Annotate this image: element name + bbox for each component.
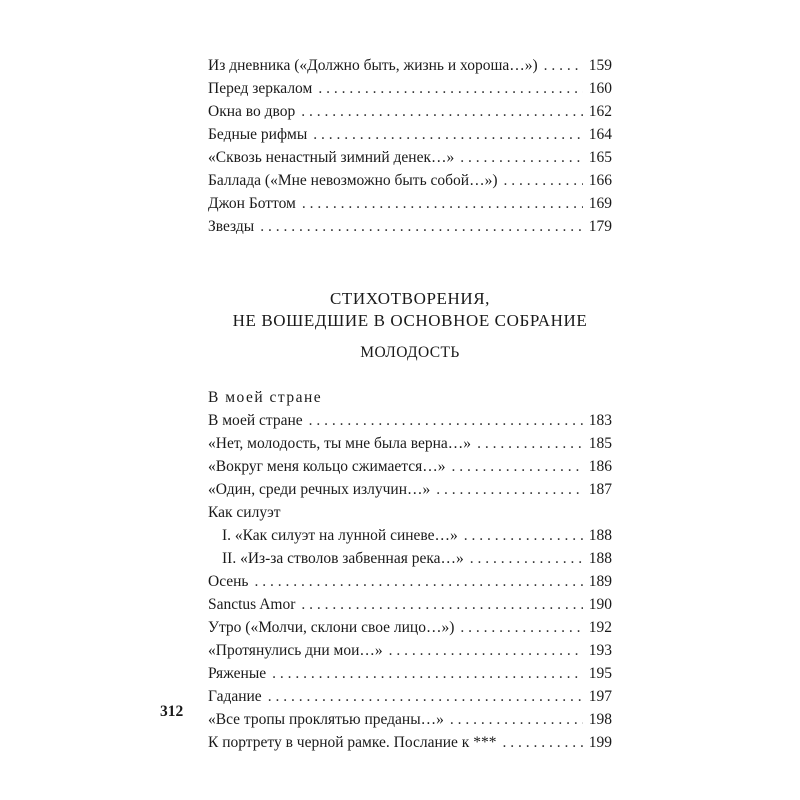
toc-entry-title: В моей стране [208, 389, 323, 406]
toc-entry [208, 593, 612, 616]
dot-leader [460, 146, 583, 169]
dot-leader [451, 455, 582, 478]
dot-leader [272, 662, 583, 685]
toc-entry [208, 169, 612, 192]
toc-group-heading [208, 501, 612, 524]
toc-bottom-list [208, 386, 612, 754]
toc-entry-page: 162 [588, 103, 612, 120]
toc-entry-page: 166 [588, 172, 612, 189]
dot-leader [318, 77, 582, 100]
toc-top-list [208, 54, 612, 238]
toc-entry [208, 123, 612, 146]
dot-leader [450, 708, 583, 731]
toc-entry [208, 547, 612, 570]
toc-entry-title: Звезды [208, 218, 255, 235]
dot-leader [502, 731, 582, 754]
dot-leader [301, 593, 582, 616]
toc-group-heading [208, 386, 612, 409]
toc-entry-title: Окна во двор [208, 103, 296, 120]
toc-entry-title: Утро («Молчи, склони свое лицо…») [208, 619, 455, 636]
page-number: 312 [160, 703, 184, 720]
toc-entry-page: 198 [588, 711, 612, 728]
toc-entry-page: 199 [588, 734, 612, 751]
toc-entry-title: В моей стране [208, 412, 303, 429]
dot-leader [389, 639, 583, 662]
toc-entry-page: 185 [588, 435, 612, 452]
toc-entry-title: Баллада («Мне невозможно быть собой…») [208, 172, 498, 189]
dot-leader [302, 192, 583, 215]
toc-entry-page: 159 [588, 57, 612, 74]
toc-entry-title: «Нет, молодость, ты мне была верна…» [208, 435, 472, 452]
toc-entry [208, 708, 612, 731]
toc-entry-page: 193 [588, 642, 612, 659]
toc-entry-title: «Все тропы проклятью преданы…» [208, 711, 444, 728]
toc-entry-title: «Один, среди речных излучин…» [208, 481, 431, 498]
toc-entry-title: Sanctus Amor [208, 596, 296, 613]
toc-entry [208, 616, 612, 639]
toc-entry [208, 77, 612, 100]
toc-entry [208, 192, 612, 215]
toc-entry-title: «Вокруг меня кольцо сжимается…» [208, 458, 446, 475]
toc-entry-title: «Сквозь ненастный зимний денек…» [208, 149, 455, 166]
toc-entry-page: 179 [588, 218, 612, 235]
toc-entry-title: Гадание [208, 688, 262, 705]
toc-entry [208, 639, 612, 662]
dot-leader [255, 570, 583, 593]
dot-leader [460, 616, 582, 639]
toc-entry-title: Как силуэт [208, 504, 281, 521]
toc-entry [208, 215, 612, 238]
dot-leader [301, 100, 583, 123]
toc-entry-page: 197 [588, 688, 612, 705]
toc-entry-title: К портрету в черной рамке. Послание к *** [208, 734, 497, 751]
section-title-line-2: НЕ ВОШЕДШИЕ В ОСНОВНОЕ СОБРАНИЕ [232, 311, 588, 330]
toc-entry [208, 100, 612, 123]
toc-entry-title: Перед зеркалом [208, 80, 313, 97]
toc-entry-title: I. «Как силуэт на лунной синеве…» [222, 527, 458, 544]
dot-leader [436, 478, 583, 501]
toc-entry-page: 188 [588, 550, 612, 567]
toc-entry [208, 455, 612, 478]
toc-entry [208, 478, 612, 501]
toc-entry-title: Ряженые [208, 665, 267, 682]
toc-entry-title: Осень [208, 573, 249, 590]
toc-entry-page: 164 [588, 126, 612, 143]
toc-entry-page: 188 [588, 527, 612, 544]
toc-entry-page: 169 [588, 195, 612, 212]
toc-entry-title: Из дневника («Должно быть, жизнь и хороша…») [208, 57, 538, 74]
toc-entry [208, 432, 612, 455]
toc-entry-page: 183 [588, 412, 612, 429]
toc-entry [208, 54, 612, 77]
toc-entry [208, 409, 612, 432]
toc-entry [208, 662, 612, 685]
dot-leader [477, 432, 583, 455]
dot-leader [503, 169, 582, 192]
toc-entry-page: 160 [588, 80, 612, 97]
toc-entry [208, 570, 612, 593]
section-title-line-1: СТИХОТВОРЕНИЯ, [329, 289, 491, 308]
toc-entry-page: 187 [588, 481, 612, 498]
toc-entry-page: 192 [588, 619, 612, 636]
toc-entry-page: 165 [588, 149, 612, 166]
dot-leader [268, 685, 583, 708]
toc-entry-page: 189 [588, 573, 612, 590]
toc-entry-title: II. «Из-за стволов забвенная река…» [222, 550, 464, 567]
toc-entry [208, 524, 612, 547]
toc-entry-title: Бедные рифмы [208, 126, 308, 143]
toc-entry-page: 186 [588, 458, 612, 475]
toc-entry-page: 195 [588, 665, 612, 682]
subsection-title: МОЛОДОСТЬ [360, 344, 460, 361]
toc-entry [208, 731, 612, 754]
dot-leader [470, 547, 583, 570]
toc-entry-page: 190 [588, 596, 612, 613]
toc-entry [208, 146, 612, 169]
dot-leader [544, 54, 583, 77]
toc-entry-title: «Протянулись дни мои…» [208, 642, 383, 659]
dot-leader [309, 409, 583, 432]
toc-entry-title: Джон Боттом [208, 195, 296, 212]
dot-leader [313, 123, 583, 146]
toc-entry [208, 685, 612, 708]
dot-leader [464, 524, 583, 547]
dot-leader [260, 215, 583, 238]
